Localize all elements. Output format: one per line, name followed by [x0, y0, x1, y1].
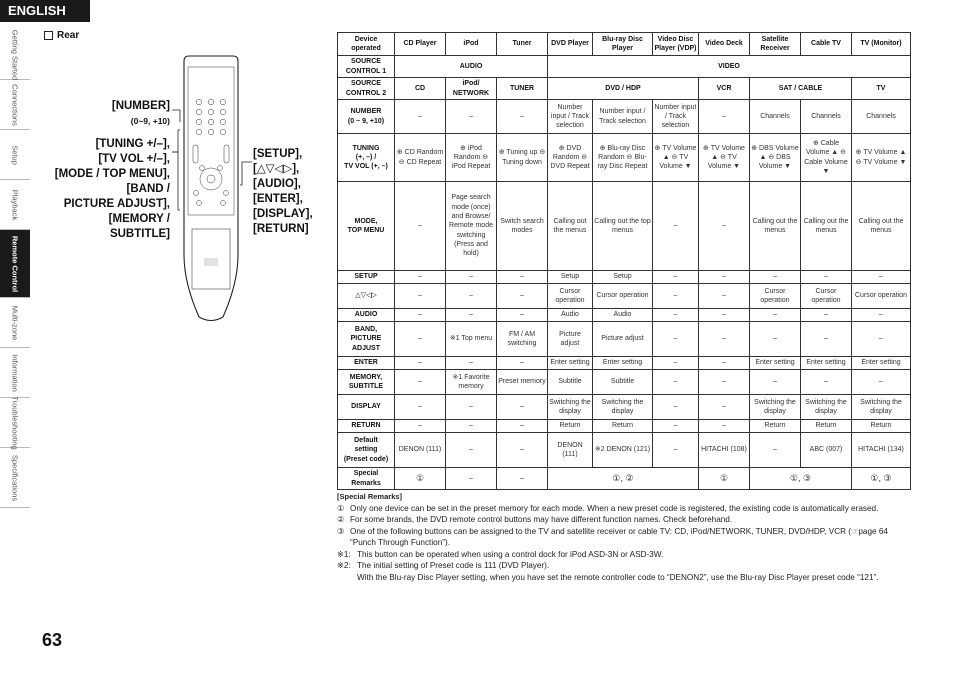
table-row-source-control-1: SOURCE CONTROL 1 AUDIO VIDEO	[338, 56, 911, 78]
side-nav-connections[interactable]: Connections	[0, 80, 30, 130]
table-row-audio: AUDIO – – – Audio Audio – – – – –	[338, 309, 911, 322]
side-nav-setup[interactable]: Setup	[0, 130, 30, 180]
note-item: ② For some brands, the DVD remote control buttons may have different function names. Check beforehand.	[337, 515, 733, 524]
checkbox-icon	[44, 31, 53, 40]
side-nav-getting-started[interactable]: Getting Started	[0, 30, 30, 80]
table-row-band: BAND, PICTURE ADJUST – ※1 Top menu FM / AM switching Picture adjust Picture adjust – – – – –	[338, 322, 911, 357]
table-row-default-setting: Default setting (Preset code) DENON (111) – – DENON (111) ※2 DENON (121) – HITACHI (108) – ABC (007) HITACHI (134)	[338, 433, 911, 468]
callout-right-buttons: [SETUP], [△▽◁▷], [AUDIO], [ENTER], [DISPLAY], [RETURN]	[253, 148, 313, 235]
page-number: 63	[42, 630, 63, 650]
note-sub-item: With the Blu-ray Disc Player setting, when you have set the remote controller code to “DENON2”, use the Blu-ray Disc Player preset code “121”.	[357, 572, 879, 582]
special-remarks-notes: [Special Remarks] ① Only one device can be set in the preset memory for each mode. When a new preset code is registered, the existing code is automatically erased. ② For some brands, the DVD remote control buttons may have different function names. Check beforehand. ③ One of the following buttons can be assigned to the TV and satellite receiver or cable TV: CD, iPod/NETWORK, TUNER, DVD/HDP, VCR (☞page 64 “Punch Through Function”). ※1: This button can be operated when using a control dock for iPod ASD-3N or ASD-3W. ※2: The initial setting of Preset code is 111 (DVD Player). With the Blu-ray Disc Player setting, when you have set the remote controller code to “DENON2”, use the Blu-ray Disc Player preset code “121”.	[337, 491, 910, 583]
table-row-return: RETURN – – – Return Return – – Return Return Return	[338, 420, 911, 433]
side-navigation	[0, 30, 30, 508]
table-row-number: NUMBER (0 ~ 9, +10) – – – Number input / Track selection Number input / Track selection Number input / Track selection – Channels Channels Channels	[338, 100, 911, 134]
language-tab: ENGLISH	[0, 0, 90, 22]
note-item: ① Only one device can be set in the preset memory for each mode. When a new preset code is registered, the existing code is automatically erased.	[337, 503, 879, 513]
table-row-tuning: TUNING (+, –) / TV VOL (+, –) ⊕ CD Random ⊖ CD Repeat ⊕ iPod Random ⊖ iPod Repeat ⊕ Tuning up ⊖ Tuning down ⊕ DVD Random ⊖ DVD Repeat ⊕ Blu-ray Disc Random ⊖ Blu-ray Disc Repeat ⊕ TV Volume ▲ ⊖ TV Volume ▼ ⊕ TV Volume ▲ ⊖ TV Volume ▼ ⊕ DBS Volume ▲ ⊖ DBS Volume ▼ ⊕ Cable Volume ▲ ⊖ Cable Volume ▼ ⊕ TV Volume ▲ ⊖ TV Volume ▼	[338, 134, 911, 182]
table-row-mode: MODE, TOP MENU – Page search mode (once) and Browse/ Remote mode switching (Press and hold) Switch search modes Calling out the menus Calling out the top menus – – Calling out the menus Calling out the menus Calling out the menus	[338, 182, 911, 271]
side-nav-multi-zone[interactable]: Multi-zone	[0, 298, 30, 348]
note-item: ※2: The initial setting of Preset code is 111 (DVD Player).	[337, 561, 550, 570]
callout-left-buttons: [NUMBER] (0~9, +10) [TUNING +/–], [TV VOL +/–], [MODE / TOP MENU], [BAND / PICTURE ADJUST], [MEMORY / SUBTITLE]	[54, 100, 170, 240]
side-nav-remote-control[interactable]: Remote Control	[0, 230, 30, 298]
side-nav-specifications[interactable]: Specifications	[0, 448, 30, 508]
side-nav-troubleshooting[interactable]: Troubleshooting	[0, 398, 30, 448]
rear-label: Rear	[44, 30, 79, 41]
table-row-special-remarks: Special Remarks ① – – ①, ② ① ①, ③ ①, ③	[338, 468, 911, 490]
callout-lines	[170, 100, 260, 220]
side-nav-playback[interactable]: Playback	[0, 180, 30, 230]
table-row-enter: ENTER – – – Enter setting Enter setting – – Enter setting Enter setting Enter setting	[338, 357, 911, 370]
table-row-memory: MEMORY, SUBTITLE – ※1 Favorite memory Preset memory Subtitle Subtitle – – – – –	[338, 370, 911, 395]
table-row-setup: SETUP – – – Setup Setup – – – – –	[338, 271, 911, 284]
note-item: ※1: This button can be operated when using a control dock for iPod ASD-3N or ASD-3W.	[337, 549, 664, 559]
remote-function-table	[337, 32, 911, 490]
table-row-cursor: △▽◁▷ – – – Cursor operation Cursor operation – – Cursor operation Cursor operation Cursor operation	[338, 284, 911, 309]
table-row-display: DISPLAY – – – Switching the display Switching the display – – Switching the display Switching the display Switching the display	[338, 395, 911, 420]
table-header-row: Device operated CD Player iPod Tuner DVD Player Blu-ray Disc Player Video Disc Player (VDP) Video Deck Satellite Receiver Cable TV TV (Monitor)	[338, 33, 911, 56]
table-row-source-control-2: SOURCE CONTROL 2 CD iPod/ NETWORK TUNER DVD / HDP VCR SAT / CABLE TV	[338, 78, 911, 100]
side-nav-information[interactable]: Information	[0, 348, 30, 398]
note-item: ③ One of the following buttons can be assigned to the TV and satellite receiver or cable TV: CD, iPod/NETWORK, TUNER, DVD/HDP, VCR (☞page 64 “Punch Through Function”).	[337, 526, 888, 547]
